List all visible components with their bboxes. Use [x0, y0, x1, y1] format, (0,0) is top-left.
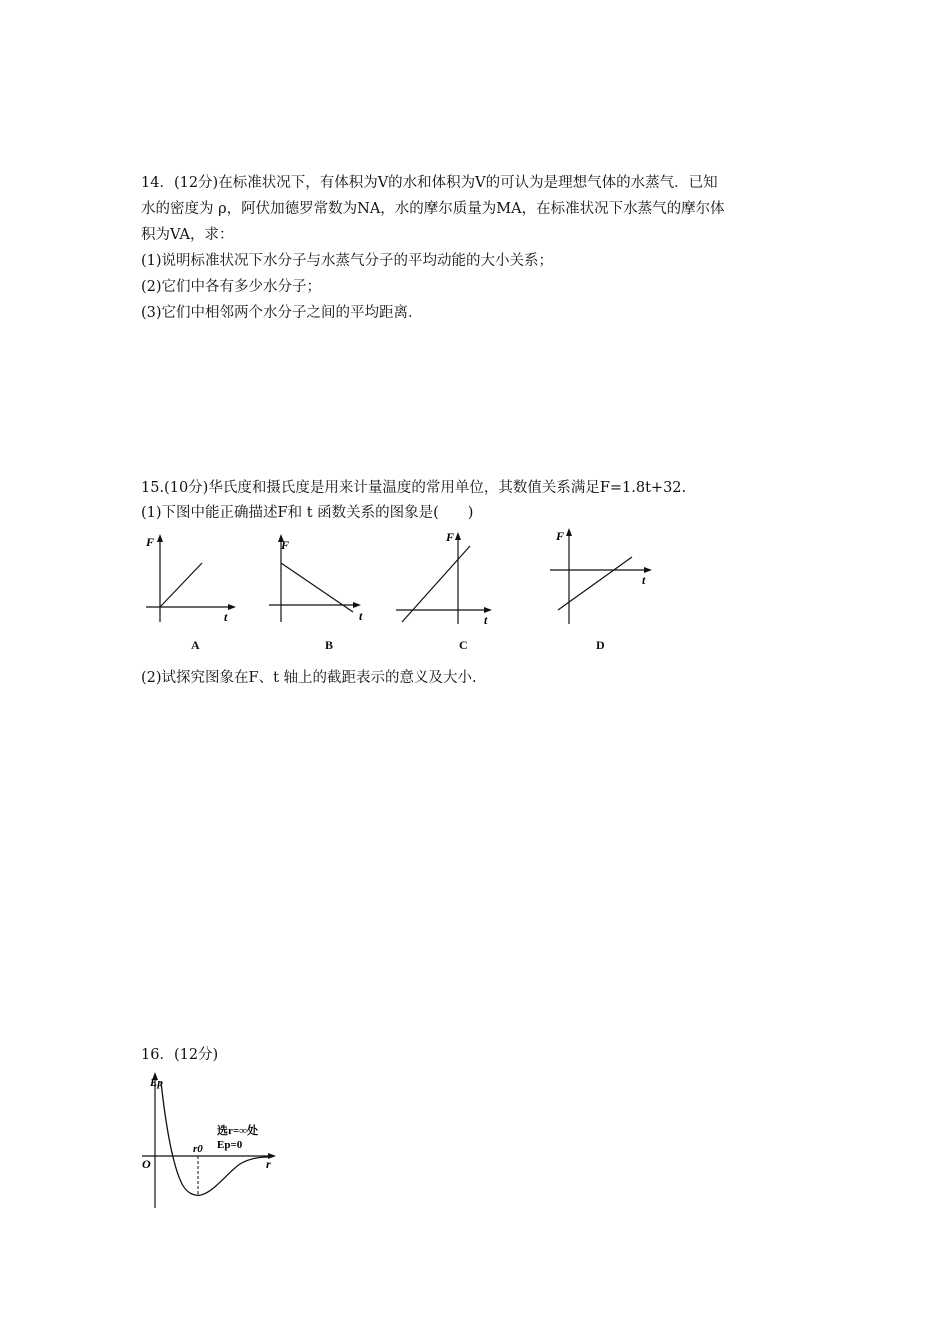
q14-line-2: 水的密度为 ρ，阿伏加德罗常数为NA，水的摩尔质量为MA，在标准状况下水蒸气的摩尔体 — [141, 201, 725, 217]
graph-a-x-label: t — [224, 610, 228, 624]
graph-c — [390, 528, 500, 630]
graph-d-y-label: F — [556, 529, 565, 543]
graph-a-caption: A — [191, 638, 200, 652]
note-r-infinity: 选r=∞处 — [217, 1125, 258, 1137]
graph-c-caption: C — [459, 638, 468, 652]
graph-a-line — [160, 563, 202, 607]
ep-axis-label: Ep — [150, 1077, 163, 1089]
potential-energy-graph — [138, 1068, 288, 1214]
q15-line-1: 15.(10分)华氏度和摄氏度是用来计量温度的常用单位，其数值关系满足F=1.8t+32. — [141, 480, 687, 496]
graph-b-caption: B — [325, 638, 334, 652]
graph-c-y-label: F — [446, 530, 455, 544]
graph-b-y-label: F — [281, 538, 290, 552]
q15-sub-1: (1)下图中能正确描述F和 t 函数关系的图象是( ) — [141, 505, 474, 521]
origin-label: O — [142, 1157, 151, 1171]
note-ep-zero: Ep=0 — [217, 1139, 243, 1151]
r-axis-label: r — [266, 1157, 271, 1171]
graph-b — [265, 530, 375, 630]
q15-sub-2: (2)试探究图象在F、t 轴上的截距表示的意义及大小. — [141, 670, 477, 686]
q14-sub-1: (1)说明标准状况下水分子与水蒸气分子的平均动能的大小关系； — [141, 253, 554, 269]
ep-curve — [161, 1082, 268, 1195]
graph-a — [140, 530, 250, 630]
graph-c-x-label: t — [484, 613, 488, 627]
q14-sub-2: (2)它们中各有多少水分子； — [141, 279, 322, 295]
graph-d-caption: D — [596, 638, 605, 652]
q16-line-1: 16．(12分) — [141, 1047, 219, 1063]
q14-line-1: 14．(12分)在标准状况下，有体积为V的水和体积为V的可认为是理想气体的水蒸气．已知 — [141, 175, 718, 191]
r0-label: r0 — [193, 1143, 203, 1155]
graph-d — [540, 524, 660, 630]
graph-d-x-label: t — [642, 573, 646, 587]
graph-b-x-label: t — [359, 609, 363, 623]
q14-line-3: 积为VA，求： — [141, 227, 234, 243]
q14-sub-3: (3)它们中相邻两个水分子之间的平均距离． — [141, 305, 423, 321]
graph-a-y-label: F — [146, 535, 155, 549]
